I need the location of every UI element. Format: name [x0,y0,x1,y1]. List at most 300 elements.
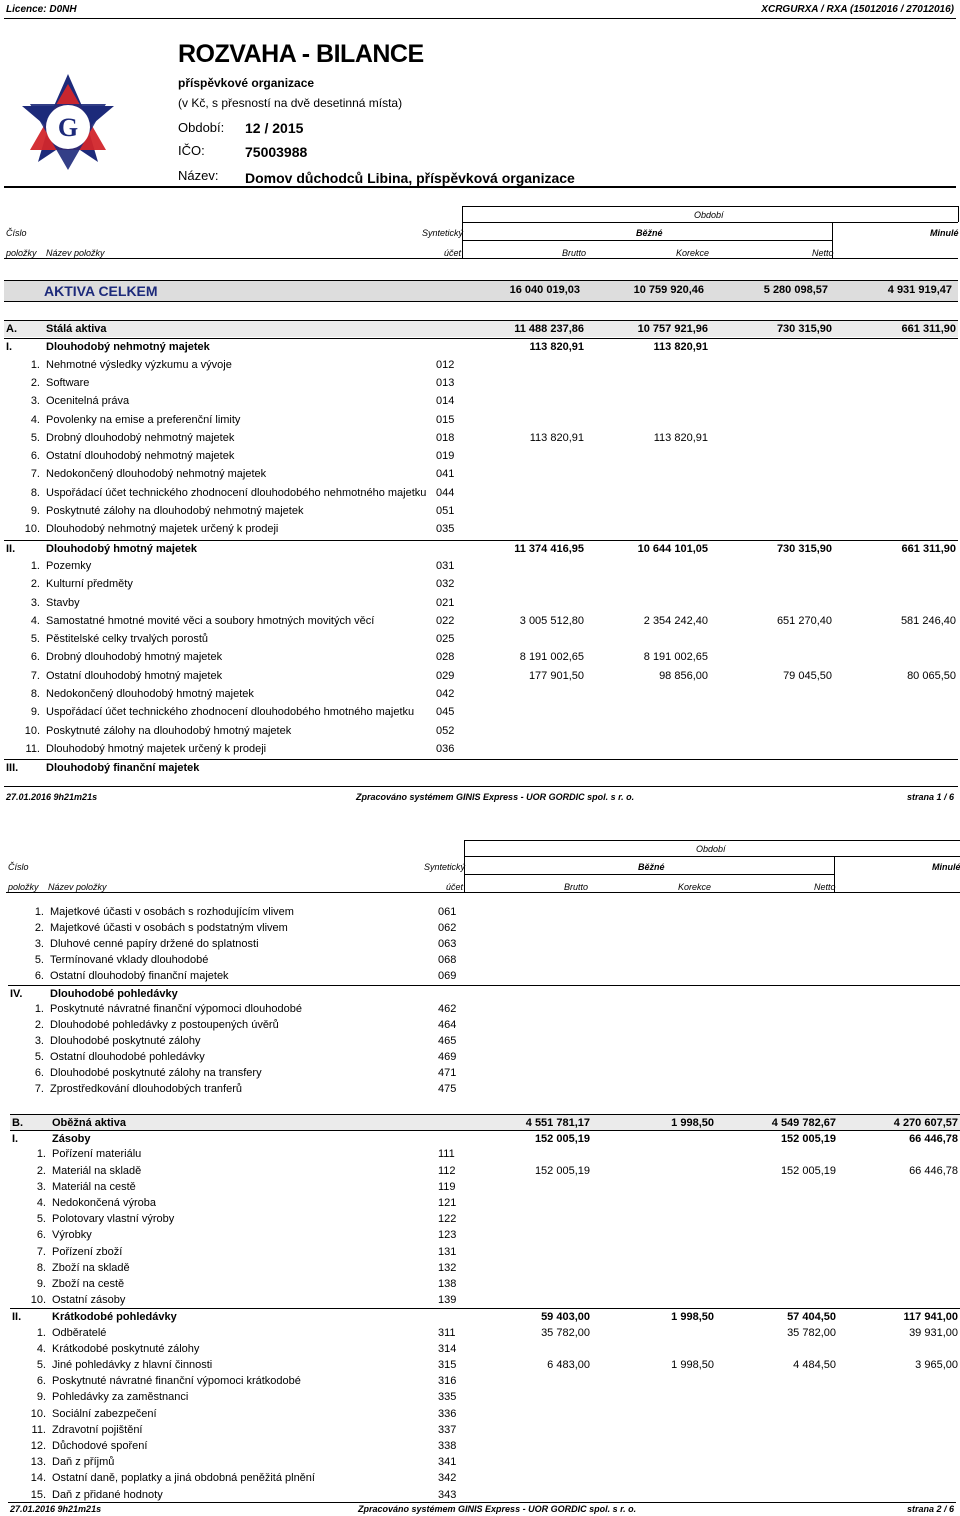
table-row [10,1389,960,1405]
cell-k: 1 998,50 [671,1359,714,1371]
cell-name: Ostatní zásoby [52,1294,126,1307]
cell-name: Uspořádací účet technického zhodnocení dlouhodobého hmotného majetku [46,706,415,719]
table-row [4,466,958,482]
cell-n: 4 484,50 [793,1359,836,1371]
cell-b: 177 901,50 [528,669,584,682]
cell-num: 2. [36,1164,46,1177]
cell-acct: 013 [436,376,455,389]
cell-acct: 021 [436,596,455,609]
cell-name: Drobný dlouhodobý hmotný majetek [46,651,223,664]
cell-num: A. [6,323,17,335]
col-polozky: položky [8,882,39,892]
cell-acct: 315 [438,1359,457,1371]
table-row [4,759,958,776]
cell-acct: 062 [438,922,457,935]
table-row [8,1001,960,1017]
cell-b: 152 005,19 [534,1133,590,1146]
cell-num: 5. [34,954,44,967]
table-row [10,1179,960,1195]
cell-name: Oběžná aktiva [52,1117,126,1129]
cell-num: 5. [30,431,40,444]
table-row [8,985,960,1002]
cell-m: 581 246,40 [900,614,956,627]
cell-name: Software [46,376,90,389]
col-brutto: Brutto [564,882,589,892]
licence-text: Licence: D0NH [6,4,77,15]
cell-b: 35 782,00 [541,1326,590,1339]
cell-acct: 051 [436,505,455,517]
report-precision: (v Kč, s přesností na dvě desetinná místa) [178,96,403,110]
cell-acct: 022 [436,614,455,627]
cell-acct: 342 [438,1472,457,1485]
cell-num: 1. [30,559,40,572]
cell-acct: 475 [438,1083,457,1096]
table-row [4,503,958,519]
cell-num: 6. [30,450,40,463]
cell-num: 4. [36,1342,46,1355]
table-row [10,1487,960,1503]
cell-num: 2. [30,578,40,591]
cell-acct: 131 [438,1245,457,1258]
cell-n: 57 404,50 [787,1311,836,1324]
cell-num: III. [6,762,19,775]
table-row [10,1211,960,1227]
col-korekce: Korekce [678,882,712,892]
cell-acct: 337 [438,1423,457,1436]
table-row [10,1292,960,1308]
cell-num: 9. [30,505,40,517]
cell-k: 10 644 101,05 [637,542,708,555]
cell-num: 7. [30,468,40,481]
cell-name: Pozemky [46,559,92,572]
cell-num: 7. [34,1083,44,1096]
cell-acct: 139 [438,1294,457,1307]
cell-acct: 121 [438,1197,457,1209]
col-ucet: účet [444,248,462,258]
cell-num: 3. [34,938,44,951]
cell-name: Stálá aktiva [46,323,107,335]
cell-m: 661 311,90 [901,323,956,335]
cell-num: 8. [36,1261,46,1274]
cell-num: 6. [36,1375,46,1388]
cell-m: 80 065,50 [907,669,956,682]
cell-num: 3. [30,596,40,609]
cell-name: Drobný dlouhodobý nehmotný majetek [46,431,235,444]
cell-m: 117 941,00 [903,1311,958,1324]
cell-acct: 336 [438,1407,457,1420]
cell-acct: 138 [438,1278,457,1290]
cell-name: Dlouhodobý nehmotný majetek určený k prodeji [46,523,279,536]
gordic-logo-icon [20,70,116,182]
table-row [10,1308,960,1325]
cell-k: 113 820,91 [653,341,708,354]
report-code: XCRGURXA / RXA (15012016 / 27012016) [761,4,954,15]
ico-label: IČO: [178,143,205,158]
table-row [10,1146,960,1162]
col-cislo: Číslo [6,228,27,238]
cell-n: 730 315,90 [776,323,832,335]
col-obdobi: Období [694,210,724,220]
table-row [8,1033,960,1049]
cell-name: Zprostředkování dlouhodobých tranferů [50,1083,243,1096]
table-row [10,1163,960,1179]
cell-k: 8 191 002,65 [643,651,708,664]
table-row [8,1065,960,1081]
table-row [10,1195,960,1211]
table-row [4,375,958,391]
table-row [10,1130,960,1147]
cell-num: I. [12,1133,19,1146]
col-cislo: Číslo [8,862,29,872]
cell-k: 1 998,50 [671,1117,714,1129]
cell-num: 10. [30,1407,46,1420]
cell-name: Odběratelé [52,1326,107,1339]
cell-acct: 465 [438,1034,457,1047]
cell-acct: 464 [438,1018,457,1031]
col-synteticky: Syntetický [424,862,466,872]
cell-num: 6. [34,1067,44,1079]
cell-num: 4. [30,614,40,627]
col-bezne: Běžné [638,862,665,872]
table-row [8,920,960,936]
cell-name: Dlouhodobý nehmotný majetek [46,341,210,354]
cell-name: Poskytnuté návratné finanční výpomoci dlouhodobé [50,1002,302,1015]
col-bezne: Běžné [636,228,663,238]
cell-num: 2. [30,376,40,389]
cell-num: 6. [30,651,40,664]
cell-name: Materiál na skladě [52,1164,142,1177]
table-row [10,1438,960,1454]
table-row [10,1454,960,1470]
cell-acct: 045 [436,706,455,719]
table-row [10,1227,960,1243]
cell-num: II. [6,542,16,555]
table-row [10,1470,960,1486]
cell-name: Polotovary vlastní výroby [52,1213,175,1226]
cell-m: 66 446,78 [909,1164,958,1177]
cell-name: Ostatní dlouhodobý hmotný majetek [46,669,223,682]
col-korekce: Korekce [676,248,710,258]
cell-name: Výrobky [52,1229,92,1242]
cell-num: 3. [34,1034,44,1047]
cell-name: Pěstitelské celky trvalých porostů [46,633,209,646]
table-row [10,1422,960,1438]
table-row [4,393,958,409]
table-row [10,1406,960,1422]
footer2-date: 27.01.2016 9h21m21s [10,1504,102,1514]
cell-num: I. [6,341,13,354]
aktiva-netto: 5 280 098,57 [763,284,828,296]
cell-num: 1. [34,906,44,918]
cell-num: 1. [30,358,40,371]
cell-name: Nedokončený dlouhodobý nehmotný majetek [46,468,267,481]
cell-name: Dlouhodobé pohledávky [50,987,178,1000]
table-row [4,521,958,537]
cell-name: Zásoby [52,1133,91,1146]
cell-num: 13. [30,1456,46,1469]
period-label: Období: [178,120,225,135]
cell-num: 9. [36,1278,46,1290]
cell-name: Dlouhodobý hmotný majetek určený k prodeji [46,742,267,755]
table-row [8,904,960,920]
cell-acct: 471 [438,1067,457,1079]
cell-acct: 025 [436,633,455,646]
cell-name: Majetkové účasti v osobách s rozhodujícím vlivem [50,906,294,918]
table-row [4,723,958,739]
table-row [4,576,958,592]
cell-num: 8. [30,486,40,499]
table-row [10,1373,960,1389]
cell-n: 730 315,90 [776,542,832,555]
cell-acct: 123 [438,1229,457,1242]
table-row [8,1081,960,1097]
table-row [8,952,960,968]
cell-num: 1. [36,1148,46,1161]
cell-acct: 041 [436,468,455,481]
table-row [4,649,958,665]
col-synteticky: Syntetický [422,228,464,238]
cell-name: Poskytnuté zálohy na dlouhodobý hmotný majetek [46,724,292,737]
cell-m: 66 446,78 [909,1133,958,1146]
cell-acct: 341 [438,1456,457,1469]
cell-num: 7. [36,1245,46,1258]
cell-name: Nedokončená výroba [52,1197,156,1209]
cell-num: 8. [30,688,40,700]
col-polozky: položky [6,248,37,258]
aktiva-minule: 4 931 919,47 [887,284,952,296]
cell-num: 12. [30,1440,46,1452]
cell-name: Ostatní dlouhodobé pohledávky [50,1050,205,1063]
cell-name: Stavby [46,596,80,609]
col-netto: Netto [814,882,836,892]
cell-n: 651 270,40 [776,614,832,627]
cell-acct: 036 [436,742,455,755]
cell-acct: 052 [436,724,455,737]
table-row [4,595,958,611]
cell-num: 5. [30,633,40,646]
cell-m: 3 965,00 [915,1359,958,1371]
cell-name: Zdravotní pojištění [52,1423,143,1436]
cell-acct: 044 [436,486,455,499]
col-nazev: Název položky [48,882,107,892]
cell-num: 10. [24,523,40,536]
table-row [4,741,958,757]
cell-name: Daň z příjmů [52,1456,115,1469]
cell-acct: 119 [438,1180,456,1193]
cell-num: 10. [30,1294,46,1307]
cell-name: Dlouhodobé poskytnuté zálohy [50,1034,201,1047]
cell-name: Krátkodobé poskytnuté zálohy [52,1342,200,1355]
cell-n: 35 782,00 [787,1326,836,1339]
cell-name: Ostatní dlouhodobý nehmotný majetek [46,450,235,463]
cell-num: 5. [36,1213,46,1226]
cell-acct: 042 [436,688,455,700]
col-nazev: Název položky [46,248,105,258]
cell-acct: 069 [438,970,457,983]
cell-acct: 035 [436,523,455,536]
cell-b: 8 191 002,65 [519,651,584,664]
table-row [4,668,958,684]
aktiva-brutto: 16 040 019,03 [509,284,580,296]
cell-name: Majetkové účasti v osobách s podstatným vlivem [50,922,288,935]
cell-b: 113 820,91 [529,341,584,354]
cell-k: 98 856,00 [659,669,708,682]
col-minule: Minulé [930,228,959,238]
cell-num: II. [12,1311,22,1324]
cell-name: Termínované vklady dlouhodobé [50,954,209,967]
cell-acct: 311 [438,1326,456,1339]
cell-acct: 338 [438,1440,457,1452]
cell-num: 6. [36,1229,46,1242]
table-row [10,1357,960,1373]
report-subtitle: příspěvkové organizace [178,76,315,90]
cell-name: Pořízení materiálu [52,1148,142,1161]
cell-name: Nehmotné výsledky výzkumu a vývoje [46,358,232,371]
report-title: ROZVAHA - BILANCE [178,40,424,68]
cell-num: 2. [34,1018,44,1031]
cell-name: Dluhové cenné papíry držené do splatnosti [50,938,259,951]
cell-k: 10 757 921,96 [637,323,708,335]
cell-num: 9. [30,706,40,719]
cell-name: Dlouhodobé poskytnuté zálohy na transfery [50,1067,262,1079]
cell-name: Ocenitelná práva [46,395,130,408]
footer1-system: Zpracováno systémem GINIS Express - UOR GORDIC spol. s r. o. [356,792,635,802]
cell-acct: 018 [436,431,455,444]
cell-name: Daň z přidané hodnoty [52,1488,163,1501]
footer2-system: Zpracováno systémem GINIS Express - UOR GORDIC spol. s r. o. [358,1504,637,1514]
cell-num: 5. [36,1359,46,1371]
cell-n: 4 549 782,67 [771,1117,836,1129]
cell-acct: 316 [438,1375,457,1388]
cell-num: B. [12,1117,23,1129]
cell-acct: 061 [438,906,457,918]
cell-num: 10. [24,724,40,737]
col-minule: Minulé [932,862,960,872]
cell-n: 79 045,50 [783,669,832,682]
cell-name: Důchodové spoření [52,1440,148,1452]
col-ucet: účet [446,882,464,892]
cell-num: 3. [30,395,40,408]
cell-name: Povolenky na emise a preferenční limity [46,413,241,426]
cell-name: Uspořádací účet technického zhodnocení dlouhodobého nehmotného majetku [46,486,427,499]
cell-num: 4. [30,413,40,426]
footer1-date: 27.01.2016 9h21m21s [6,792,98,802]
cell-name: Zboží na skladě [52,1261,130,1274]
table-row [4,613,958,629]
name-value: Domov důchodců Libina, příspěvková organizace [245,170,575,186]
cell-acct: 029 [436,669,455,682]
cell-num: 14. [30,1472,46,1485]
cell-m: 39 931,00 [909,1326,958,1339]
cell-acct: 031 [436,559,455,572]
ico-value: 75003988 [245,144,308,160]
cell-b: 3 005 512,80 [519,614,584,627]
cell-num: 1. [34,1002,44,1015]
cell-name: Poskytnuté návratné finanční výpomoci krátkodobé [52,1375,301,1388]
table-row [8,1017,960,1033]
table-row [8,936,960,952]
table-row [8,1049,960,1065]
cell-m: 4 270 607,57 [893,1117,958,1129]
cell-acct: 032 [436,578,455,591]
col-obdobi: Období [696,844,726,854]
cell-b: 11 488 237,86 [514,323,584,335]
cell-name: Ostatní dlouhodobý finanční majetek [50,970,229,983]
cell-num: 9. [36,1391,46,1404]
cell-name: Dlouhodobý hmotný majetek [46,542,197,555]
table-row [4,704,958,720]
col-brutto: Brutto [562,248,587,258]
table-row [8,968,960,984]
cell-name: Pořízení zboží [52,1245,123,1258]
table-row [10,1276,960,1292]
aktiva-korekce: 10 759 920,46 [633,284,704,296]
cell-n: 152 005,19 [780,1164,836,1177]
cell-name: Jiné pohledávky z hlavní činnosti [52,1359,213,1371]
cell-acct: 111 [438,1148,455,1161]
cell-b: 11 374 416,95 [514,542,584,555]
cell-num: IV. [10,987,23,1000]
cell-k: 113 820,91 [653,431,708,444]
table-row [10,1341,960,1357]
aktiva-celkem-label: AKTIVA CELKEM [44,283,158,299]
cell-acct: 335 [438,1391,457,1404]
table-row [4,448,958,464]
cell-num: 1. [36,1326,46,1339]
cell-num: 6. [34,970,44,983]
cell-name: Kulturní předměty [46,578,133,591]
cell-num: 7. [30,669,40,682]
cell-k: 1 998,50 [671,1311,714,1324]
cell-name: Nedokončený dlouhodobý hmotný majetek [46,688,254,700]
table-row [4,357,958,373]
table-row [4,338,958,355]
cell-acct: 132 [438,1261,457,1274]
cell-acct: 015 [436,413,455,426]
cell-num: 15. [30,1488,46,1501]
table-row [4,540,958,557]
cell-name: Zboží na cestě [52,1278,125,1290]
table-row [10,1114,960,1131]
cell-b: 59 403,00 [541,1311,590,1324]
footer2-page: strana 2 / 6 [906,1504,954,1514]
table-row [4,485,958,501]
cell-acct: 112 [438,1164,456,1177]
cell-acct: 122 [438,1213,457,1226]
cell-acct: 028 [436,651,455,664]
cell-name: Sociální zabezpečení [52,1407,157,1420]
table-row [10,1325,960,1341]
cell-name: Krátkodobé pohledávky [52,1311,177,1324]
name-label: Název: [178,168,219,183]
cell-acct: 462 [438,1002,457,1015]
cell-k: 2 354 242,40 [643,614,708,627]
cell-num: 11. [31,1423,46,1436]
cell-n: 152 005,19 [780,1133,836,1146]
cell-name: Dlouhodobé pohledávky z postoupených úvěrů [50,1018,279,1031]
cell-acct: 019 [436,450,455,463]
cell-num: 5. [34,1050,44,1063]
cell-acct: 343 [438,1488,457,1501]
table-row [4,631,958,647]
cell-num: 11. [25,742,40,755]
cell-name: Ostatní daně, poplatky a jiná obdobná peněžitá plnění [52,1472,315,1485]
table-row [4,320,958,337]
table-row [10,1244,960,1260]
cell-b: 152 005,19 [534,1164,590,1177]
table-row [4,558,958,574]
cell-num: 2. [34,922,44,935]
